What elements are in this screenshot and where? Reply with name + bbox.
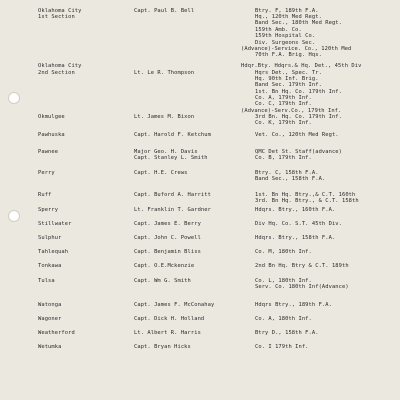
unit-entry: Co. A, 180th Inf. xyxy=(255,316,312,322)
unit-entry: 159th Hospital Co. xyxy=(255,33,316,39)
officer-name: Capt. Wm G. Smith xyxy=(134,278,191,284)
officer-name: Capt. Paul B. Bell xyxy=(134,8,195,14)
officer-name: Capt. Stanley L. Smith xyxy=(134,155,208,161)
location-name: 2nd Section xyxy=(38,70,75,76)
unit-entry: Band Sec. 179th Inf. xyxy=(255,82,322,88)
officer-name: Major Geo. H. Davis xyxy=(134,149,198,155)
unit-entry: Hqrs Det., Spec. Tr. xyxy=(255,70,322,76)
unit-entry: Co. K, 179th Inf. xyxy=(255,120,312,126)
officer-name: Capt. Dick H. Holland xyxy=(134,316,205,322)
unit-entry: Co. A, 179th Inf. xyxy=(255,95,312,101)
unit-entry: Band Sec., 180th Med Regt. xyxy=(255,20,342,26)
location-name: Perry xyxy=(38,170,55,176)
punch-hole xyxy=(8,210,20,222)
unit-entry: 3rd Bn. Hq. Co. 179th Inf. xyxy=(255,114,342,120)
unit-entry: Co. C, 179th Inf. xyxy=(255,101,312,107)
unit-entry: Btry. F, 189th F.A. xyxy=(255,8,319,14)
unit-entry: Vet. Co., 120th Med Regt. xyxy=(255,132,339,138)
officer-name: Capt. James E. Berry xyxy=(134,221,201,227)
unit-entry: Co. B, 179th Inf. xyxy=(255,155,312,161)
officer-name: Capt. Bryan Hicks xyxy=(134,344,191,350)
unit-entry: Hdqrs. Btry., 160th F.A. xyxy=(255,207,336,213)
unit-entry: Co. I 179th Inf. xyxy=(255,344,309,350)
unit-entry: Band Sec., 158th F.A. xyxy=(255,176,326,182)
location-name: Okmulgee xyxy=(38,114,65,120)
unit-entry: Co. L, 180th Inf. xyxy=(255,278,312,284)
unit-entry: Hq. 90th Inf. Brig. xyxy=(255,76,319,82)
unit-entry: Hdqr.Bty. Hdqrs.& Hq. Det., 45th Div xyxy=(241,63,362,69)
unit-entry: 3rd. Bn Hq. Btry., & C.T. 158th xyxy=(255,198,359,204)
officer-name: Capt. H.E. Crews xyxy=(134,170,188,176)
officer-name: Lt. Albert R. Harris xyxy=(134,330,201,336)
unit-entry: Hdqrs Btry., 189th F.A. xyxy=(255,302,332,308)
unit-entry: Div Hq. Co. S.T. 45th Div. xyxy=(255,221,342,227)
location-name: Tonkawa xyxy=(38,263,62,269)
location-name: Tulsa xyxy=(38,278,55,284)
unit-entry: Div. Surgeons Sec. xyxy=(255,40,316,46)
location-name: Pawnee xyxy=(38,149,59,155)
officer-name: Capt. John C. Powell xyxy=(134,235,201,241)
unit-entry: (Advance)-Service. Co., 120th Med xyxy=(241,46,352,52)
unit-entry: Btry. C, 158th F.A. xyxy=(255,170,319,176)
officer-name: Lt. James M. Bixon xyxy=(134,114,195,120)
officer-name: Capt. O.E.Mckenzie xyxy=(134,263,195,269)
location-name: 1st Section xyxy=(38,14,75,20)
unit-entry: 1st. Bn Hq. Btry.,& C.T. 160th xyxy=(255,192,356,198)
location-name: Watonga xyxy=(38,302,62,308)
location-name: Wagoner xyxy=(38,316,62,322)
unit-entry: (Advance)-Serv.Co., 179th Inf. xyxy=(241,108,342,114)
location-name: Oklahoma City xyxy=(38,8,82,14)
location-name: Stillwater xyxy=(38,221,72,227)
unit-entry: 70th F.A. Brig. Hqs. xyxy=(255,52,322,58)
officer-name: Capt. Harold F. Ketchum xyxy=(134,132,211,138)
location-name: Pawhuska xyxy=(38,132,65,138)
unit-entry: Co. M, 180th Inf. xyxy=(255,249,312,255)
officer-name: Capt. James F. McConahay xyxy=(134,302,215,308)
unit-entry: QMC Det St. Staff(advance) xyxy=(255,149,342,155)
officer-name: Lt. Le R. Thompson xyxy=(134,70,195,76)
location-name: Sulphur xyxy=(38,235,62,241)
location-name: Ruff xyxy=(38,192,52,198)
location-name: Oklahoma City xyxy=(38,63,82,69)
punch-hole xyxy=(8,92,20,104)
unit-entry: Btry D., 158th F.A. xyxy=(255,330,319,336)
officer-name: Capt. Buford A. Harritt xyxy=(134,192,211,198)
location-name: Tahlequah xyxy=(38,249,69,255)
officer-name: Capt. Benjamin Bliss xyxy=(134,249,201,255)
unit-entry: 159th Amb. Co. xyxy=(255,27,302,33)
location-name: Weatherford xyxy=(38,330,75,336)
unit-entry: Hq., 120th Med Regt. xyxy=(255,14,322,20)
location-name: Sperry xyxy=(38,207,59,213)
unit-entry: Hdqrs. Btry., 158th F.A. xyxy=(255,235,336,241)
officer-name: Lt. Franklin T. Gardner xyxy=(134,207,211,213)
unit-entry: 2nd Bn Hq. Btry & C.T. 189th xyxy=(255,263,349,269)
unit-entry: 1st. Bn Hq. Co. 179th Inf. xyxy=(255,89,342,95)
location-name: Wetumka xyxy=(38,344,62,350)
unit-entry: Serv. Co. 180th Inf(Advance) xyxy=(255,284,349,290)
